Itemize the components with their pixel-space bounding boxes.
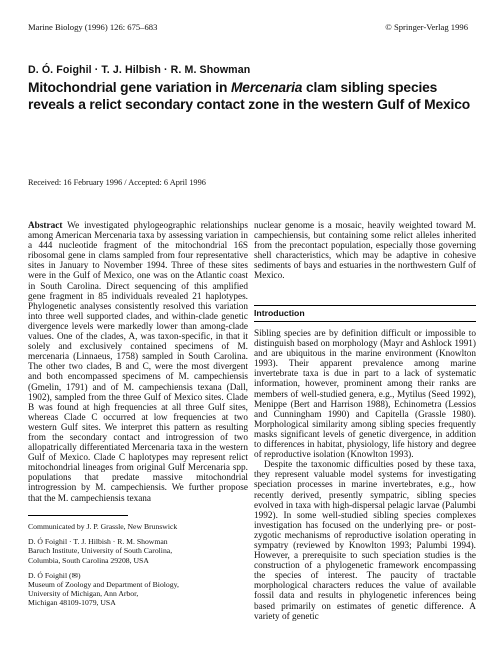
abstract-text: We investigated phylogeographic relationships among American Mercenaria taxa by assessing variation in a 444 nucleotide fragment of the mitochondrial 16S ribosomal gene in clams sampled from four representative sites in January to November 1994. Three of these sites were in the Gulf of Mexico, one was on the Atlantic coast in South Carolina. Direct sequencing of this amplified gene fragment in 85 individuals revealed 21 haplotypes. Phylogenetic analyses consistently resolved this variation into three well supported clades, and within-clade genetic divergence levels were markedly lower than among-clade values. One of the clades, A, was taxon-specific, in that it solely and exclusively contained specimens of M. mercenaria (Linnaeus, 1758) sampled in South Carolina. The other two clades, B and C, were the most divergent and both encompassed specimens of M. campechiensis (Gmelin, 1791) and of M. campechiensis texana (Dall, 1902), sampled from the three Gulf of Mexico sites. Clade B was found at high frequencies at all three Gulf sites, whereas Clade C occurred at low frequencies at two western Gulf sites. We interpret this pattern as resulting from the secondary contact and introgression of two allopatrically differentiated Mercenaria taxa in the western Gulf of Mexico. Clade C haplotypes may represent relict mitochondrial lineages from original Gulf Mercenaria spp. populations that predate massive mitochondrial introgression by M. campechiensis. We further propose that the M. campechiensis texana [28, 221, 248, 504]
title-genus: Mercenaria [230, 80, 303, 95]
title-part-1: Mitochondrial gene variation in [28, 80, 231, 95]
intro-paragraph-1: Sibling species are by definition difficult or impossible to distinguish based on morphology (Mayr and Ashlock 1991) and are ubiquitous in the marine environment (Knowlton 1993). Their apparent prevalence among marine invertebrate taxa is due in part to a lack of systematic information, however, prominent among their ranks are members of well-studied genera, e.g., Mytilus (Seed 1992), Menippe (Bert and Harrison 1988), Echinometra (Lessios and Cunningham 1990) and Capitella (Grassle 1980). Morphological similarity among sibling species frequently masks significant levels of genetic divergence, in addition to differences in habitat, physiology, life history and degree of reproductive isolation (Knowlton 1993). [254, 329, 476, 461]
section-rule-top [254, 305, 476, 306]
affiliation-line: Baruch Institute, University of South Carolina, [28, 546, 173, 556]
affiliation-line: Columbia, South Carolina 29208, USA [28, 555, 149, 565]
section-rule-bottom [254, 321, 476, 322]
affiliation-line: D. Ó Foighil · T. J. Hilbish · R. M. Showman [28, 537, 168, 547]
affiliation-line: D. Ó Foighil (✉) [28, 570, 81, 580]
affiliation-2 [28, 571, 248, 608]
communicated-by: Communicated by J. P. Grassle, New Brunswick [28, 522, 178, 531]
affiliation-line: University of Michigan, Ann Arbor, [28, 589, 139, 599]
received-accepted-dates: Received: 16 February 1996 / Accepted: 6 April 1996 [28, 178, 206, 187]
author-list: D. Ó. Foighil · T. J. Hilbish · R. M. Showman [28, 64, 251, 76]
abstract-continuation: nuclear genome is a mosaic, heavily weighted toward M. campechiensis, but containing some relict alleles inherited from the precontact population, especially those governing shell characteristics, which may be adaptive in cohesive sediments of bays and estuaries in the northwestern Gulf of Mexico. [254, 221, 476, 282]
article-title [28, 80, 478, 113]
affiliation-1 [28, 537, 248, 565]
affiliation-line: Museum of Zoology and Department of Biology, [28, 580, 179, 590]
section-heading-introduction: Introduction [254, 308, 305, 318]
footnotes [28, 522, 248, 614]
abstract-label: Abstract [28, 221, 63, 231]
abstract [28, 221, 248, 511]
introduction-body [254, 329, 476, 644]
title-part-2: clam sibling species reveals a relict secondary contact zone in the western Gulf of Mexico [28, 80, 471, 112]
affiliation-line: Michigan 48109-1079, USA [28, 598, 116, 608]
journal-citation: Marine Biology (1996) 126: 675–683 [28, 22, 158, 32]
footnote-rule [28, 515, 128, 516]
intro-paragraph-2: Despite the taxonomic difficulties posed by these taxa, they represent valuable model systems for investigating speciation processes in marine invertebrates, e.g., how recently derived, presently sympatric, sibling species evolved in taxa with high-dispersal pelagic larvae (Palumbi 1992). In some well-studied sibling species complexes investigation has focused on the underlying pre- or post-zygotic mechanisms of reproductive isolation operating in sympatry (reviewed by Knowlton 1993; Palumbi 1994). However, a prerequisite to such speciation studies is the construction of a phylogenetic framework encompassing the species of interest. The paucity of tractable morphological characters reduces the value of available fossil data and results in phylogenetic inferences being based primarily on estimates of genetic difference. A variety of genetic [254, 460, 476, 622]
copyright-notice: © Springer-Verlag 1996 [385, 22, 468, 32]
